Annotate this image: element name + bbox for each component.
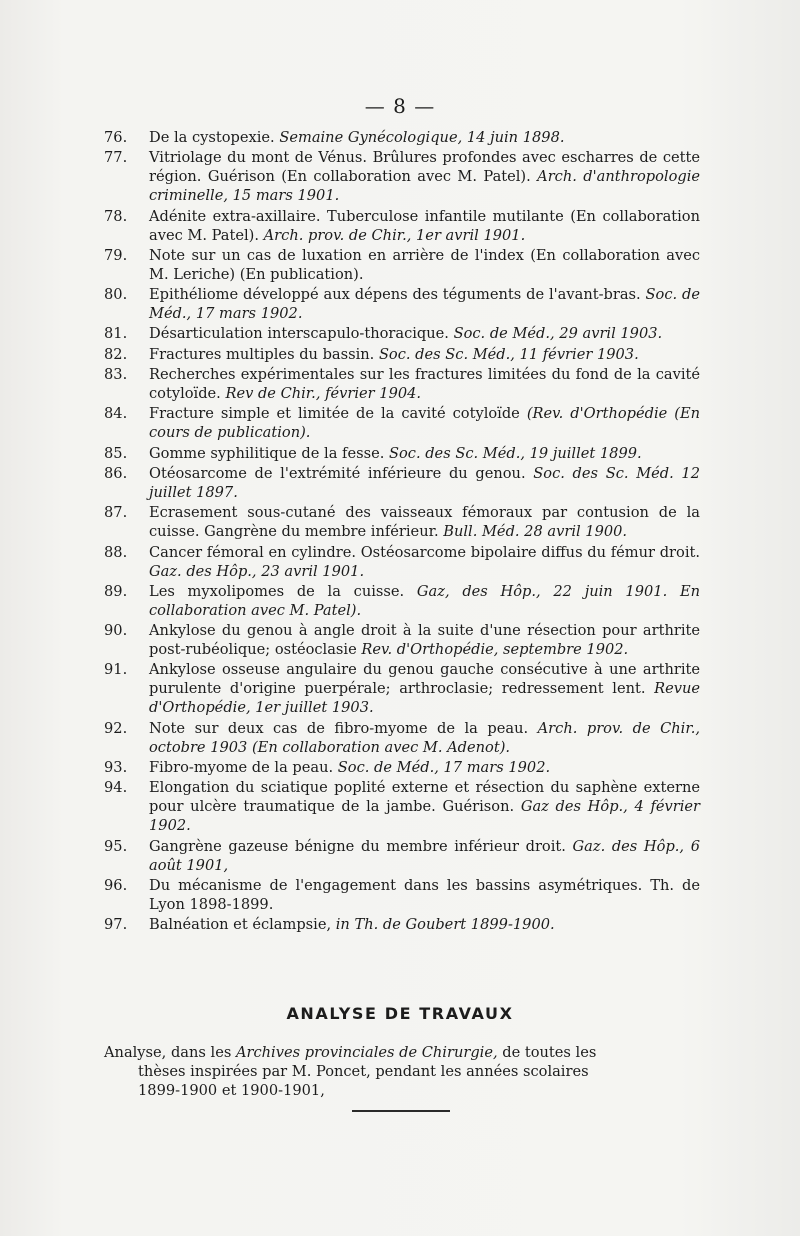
list-item xyxy=(104,621,700,659)
entry-reference: Bull. Méd. 28 avril 1900. xyxy=(443,523,628,541)
entry-number: 97. xyxy=(104,916,128,934)
list-item xyxy=(104,207,700,245)
list-item xyxy=(104,464,700,502)
entry-number: 96. xyxy=(104,876,128,894)
list-item xyxy=(104,719,700,757)
list-item xyxy=(104,285,700,323)
closing-rule xyxy=(352,1110,450,1112)
entry-number: 78. xyxy=(104,207,128,225)
entry-number: 93. xyxy=(104,759,128,777)
entry-reference: in Th. de Goubert 1899-1900. xyxy=(335,916,555,934)
entry-number: 88. xyxy=(104,543,128,561)
entry-reference: Revue d'Orthopédie, 1er juillet 1903. xyxy=(149,680,700,717)
analyse-line-1 xyxy=(104,1043,700,1062)
entry-text: Epithéliome développé aux dépens des téguments de l'avant-bras. xyxy=(149,286,646,304)
entry-reference: Arch. prov. de Chir., octobre 1903 (En collaboration avec M. Adenot). xyxy=(149,719,700,756)
list-item xyxy=(104,503,700,541)
analyse-line-2: thèses inspirées par M. Poncet, pendant les années scolaires xyxy=(138,1063,589,1080)
entry-reference: Arch. d'anthropologie criminelle, 15 mars 1901. xyxy=(149,168,700,205)
entry-reference: Arch. prov. de Chir., 1er avril 1901. xyxy=(263,226,526,244)
list-item xyxy=(104,876,700,914)
section-title: ANALYSE DE TRAVAUX xyxy=(286,1004,514,1023)
entry-number: 76. xyxy=(104,129,128,146)
entry-text: Note sur un cas de luxation en arrière de l'index (En collaboration avec M. Leriche) (En publication). xyxy=(149,246,700,283)
list-item xyxy=(104,324,700,343)
entry-number: 90. xyxy=(104,622,128,640)
list-item xyxy=(104,444,700,463)
entry-text: Fibro-myome de la peau. xyxy=(149,759,338,777)
entry-reference: Gaz. des Hôp., 6 août 1901, xyxy=(149,837,700,874)
entry-number: 77. xyxy=(104,149,128,167)
analyse-rest: de toutes les xyxy=(497,1044,597,1061)
list-item xyxy=(104,128,700,147)
entry-text: Otéosarcome de l'extrémité inférieure du genou. xyxy=(149,464,534,482)
publication-list xyxy=(104,128,700,936)
list-item xyxy=(104,582,700,620)
entry-text: Ankylose du genou à angle droit à la suite d'une résection pour arthrite post-rubéolique; ostéoclasie xyxy=(149,622,700,659)
entry-reference: Soc. des Sc. Méd., 19 juillet 1899. xyxy=(388,444,642,462)
entry-reference: Gaz des Hôp., 4 février 1902. xyxy=(149,798,700,835)
analyse-journal: Archives provinciales de Chirurgie, xyxy=(235,1044,498,1061)
entry-text: Adénite extra-axillaire. Tuberculose infantile mutilante (En collaboration avec M. Patel). xyxy=(149,207,700,244)
entry-reference: Rev. d'Orthopédie, septembre 1902. xyxy=(361,641,629,659)
list-item xyxy=(104,148,700,205)
entry-number: 82. xyxy=(104,345,128,363)
entry-number: 95. xyxy=(104,837,128,855)
entry-reference: Semaine Gynécologique, 14 juin 1898. xyxy=(279,129,565,146)
analyse-lead: Analyse, dans les xyxy=(104,1044,236,1061)
entry-reference: Rev de Chir., février 1904. xyxy=(225,385,422,403)
entry-reference: Soc. des Sc. Méd., 11 février 1903. xyxy=(378,345,639,363)
entry-number: 92. xyxy=(104,719,128,737)
list-item xyxy=(104,246,700,284)
analyse-line-3: 1899-1900 et 1900-1901, xyxy=(138,1082,325,1099)
list-item xyxy=(104,543,700,581)
list-item xyxy=(104,778,700,835)
entry-text: Vitriolage du mont de Vénus. Brûlures profondes avec escharres de cette région. Guérison (En collaboration avec M. Patel). xyxy=(149,149,700,186)
entry-reference: Gaz, des Hôp., 22 juin 1901. En collaboration avec M. Patel). xyxy=(149,582,700,619)
entry-text: Recherches expérimentales sur les fractures limitées du fond de la cavité cotyloïde. xyxy=(149,366,700,403)
entry-reference: Soc. de Méd., 17 mars 1902. xyxy=(337,759,551,777)
list-item xyxy=(104,837,700,875)
entry-reference: Gaz. des Hôp., 23 avril 1901. xyxy=(149,562,365,580)
entry-number: 85. xyxy=(104,444,128,462)
entry-text: Fractures multiples du bassin. xyxy=(149,345,379,363)
list-item xyxy=(104,345,700,364)
entry-number: 84. xyxy=(104,405,128,423)
entry-text: Ankylose osseuse angulaire du genou gauche consécutive à une arthrite purulente d'origine puerpérale; arthroclasie; redressement lent. xyxy=(149,661,700,698)
entry-reference: Soc. de Méd., 29 avril 1903. xyxy=(453,325,663,343)
entry-text: Gangrène gazeuse bénigne du membre inférieur droit. xyxy=(149,837,573,855)
entry-reference: (Rev. d'Orthopédie (En cours de publication). xyxy=(149,405,701,442)
entry-number: 79. xyxy=(104,246,128,264)
entry-text: De la cystopexie. xyxy=(149,129,280,146)
entry-number: 94. xyxy=(104,779,128,797)
list-item xyxy=(104,365,700,403)
entry-text: Fracture simple et limitée de la cavité cotyloïde xyxy=(149,405,527,423)
entry-text: Ecrasement sous-cutané des vaisseaux fémoraux par contusion de la cuisse. Gangrène du membre inférieur. xyxy=(149,504,700,541)
entry-text: Gomme syphilitique de la fesse. xyxy=(149,444,389,462)
entry-text: Note sur deux cas de fibro-myome de la peau. xyxy=(149,719,538,737)
entry-text: Balnéation et éclampsie, xyxy=(149,916,336,934)
entry-number: 86. xyxy=(104,464,128,482)
entry-text: Cancer fémoral en cylindre. Ostéosarcome bipolaire diffus du fémur droit. xyxy=(149,543,700,561)
entry-number: 89. xyxy=(104,582,128,600)
entry-text: Désarticulation interscapulo-thoracique. xyxy=(149,325,454,343)
entry-number: 81. xyxy=(104,325,128,343)
entry-reference: Soc. des Sc. Méd. 12 juillet 1897. xyxy=(149,464,700,501)
page-number: — 8 — xyxy=(364,94,436,118)
entry-number: 83. xyxy=(104,366,128,384)
list-item xyxy=(104,404,700,442)
list-item xyxy=(104,758,700,777)
entry-number: 87. xyxy=(104,504,128,522)
entry-number: 91. xyxy=(104,661,128,679)
entry-text: Les myxolipomes de la cuisse. xyxy=(149,582,417,600)
entry-number: 80. xyxy=(104,286,128,304)
entry-text: Elongation du sciatique poplité externe et résection du saphène externe pour ulcère traumatique de la jambe. Guérison. xyxy=(149,779,700,816)
analyse-paragraph xyxy=(104,1043,700,1100)
list-item xyxy=(104,915,700,934)
entry-reference: Soc. de Méd., 17 mars 1902. xyxy=(149,286,700,323)
list-item xyxy=(104,660,700,717)
entry-text: Du mécanisme de l'engagement dans les bassins asymétriques. Th. de Lyon 1898-1899. xyxy=(149,876,700,913)
